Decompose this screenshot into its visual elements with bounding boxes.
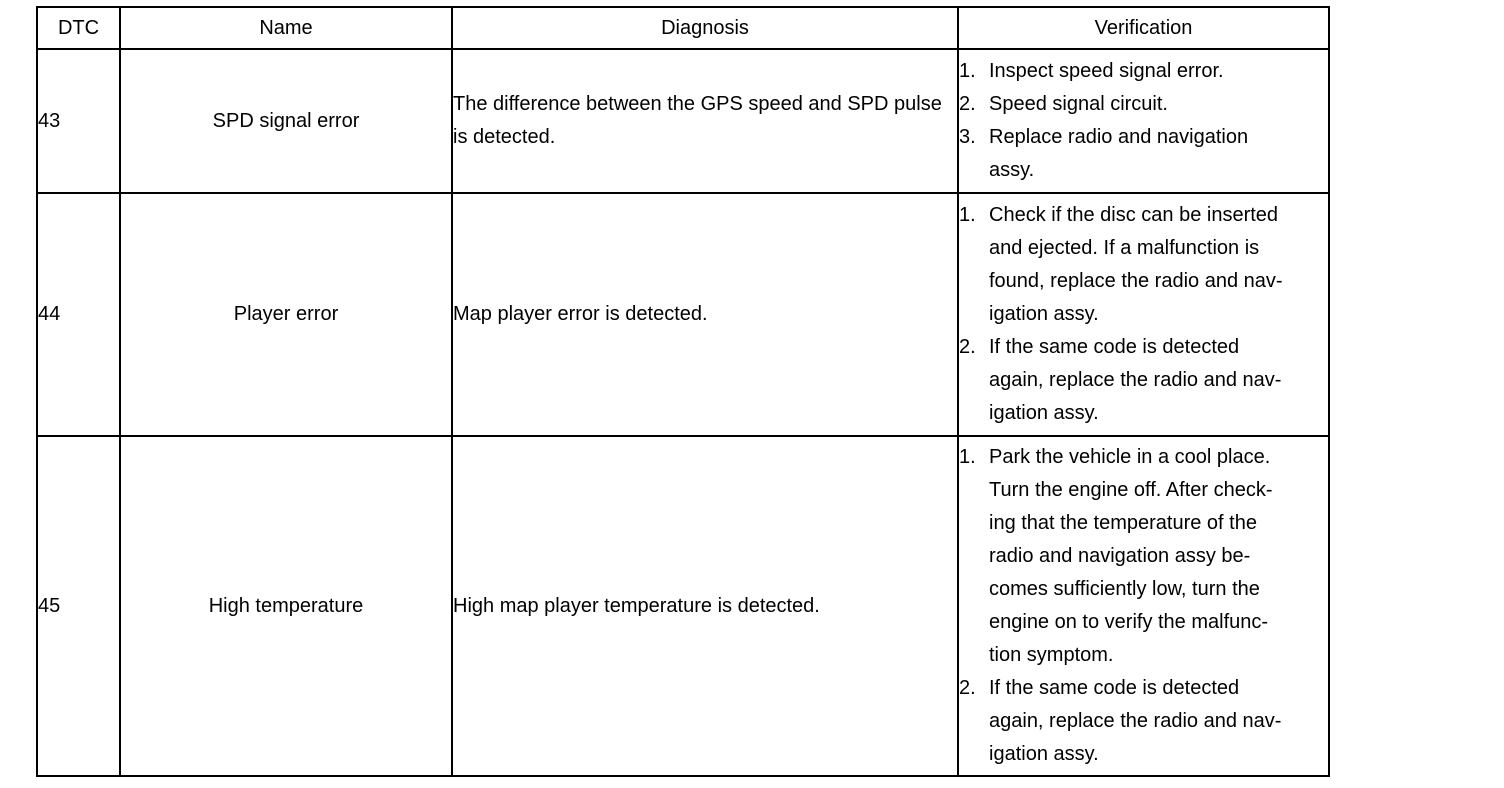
table-row <box>37 193 1329 436</box>
dtc-diagnosis: Map player error is detected. <box>452 193 958 436</box>
verification-steps <box>959 441 1328 771</box>
dtc-diagnosis: The difference between the GPS speed and SPD pulse is detected. <box>452 49 958 193</box>
dtc-diagnosis: High map player temperature is detected. <box>452 436 958 776</box>
verification-steps <box>959 199 1328 430</box>
step-text: Inspect speed signal error. <box>989 60 1224 82</box>
verification-step <box>959 441 1328 672</box>
dtc-name: High temperature <box>120 436 452 776</box>
verification-step <box>959 55 1328 88</box>
dtc-table <box>36 6 1330 777</box>
step-text: Check if the disc can be inserted and ejected. If a malfunction is found, replace the radio and nav- igation assy. <box>989 204 1283 325</box>
verification-step <box>959 199 1328 331</box>
dtc-name: Player error <box>120 193 452 436</box>
header-name: Name <box>120 7 452 49</box>
header-dtc: DTC <box>37 7 120 49</box>
step-text: Replace radio and navigation assy. <box>989 126 1249 181</box>
step-number: 1. <box>959 60 976 82</box>
verification-step <box>959 121 1328 187</box>
dtc-verification <box>958 49 1329 193</box>
step-text: If the same code is detected again, replace the radio and nav- igation assy. <box>989 336 1282 424</box>
step-number: 3. <box>959 126 976 148</box>
dtc-name: SPD signal error <box>120 49 452 193</box>
table-row <box>37 49 1329 193</box>
dtc-code: 44 <box>37 193 120 436</box>
dtc-code: 45 <box>37 436 120 776</box>
step-number: 1. <box>959 446 976 468</box>
dtc-verification <box>958 436 1329 776</box>
header-verification: Verification <box>958 7 1329 49</box>
header-row <box>37 7 1329 49</box>
header-diagnosis: Diagnosis <box>452 7 958 49</box>
verification-steps <box>959 55 1328 187</box>
step-number: 2. <box>959 93 976 115</box>
step-number: 2. <box>959 677 976 699</box>
verification-step <box>959 88 1328 121</box>
verification-step <box>959 331 1328 430</box>
verification-step <box>959 672 1328 771</box>
step-number: 1. <box>959 204 976 226</box>
table-row <box>37 436 1329 776</box>
dtc-verification <box>958 193 1329 436</box>
step-number: 2. <box>959 336 976 358</box>
step-text: Park the vehicle in a cool place. Turn the engine off. After check- ing that the temperature of the radio and navigation assy be- comes sufficiently low, turn the engine on to verify the malfunc- tion symptom. <box>989 446 1273 666</box>
dtc-code: 43 <box>37 49 120 193</box>
step-text: If the same code is detected again, replace the radio and nav- igation assy. <box>989 677 1282 765</box>
step-text: Speed signal circuit. <box>989 93 1168 115</box>
